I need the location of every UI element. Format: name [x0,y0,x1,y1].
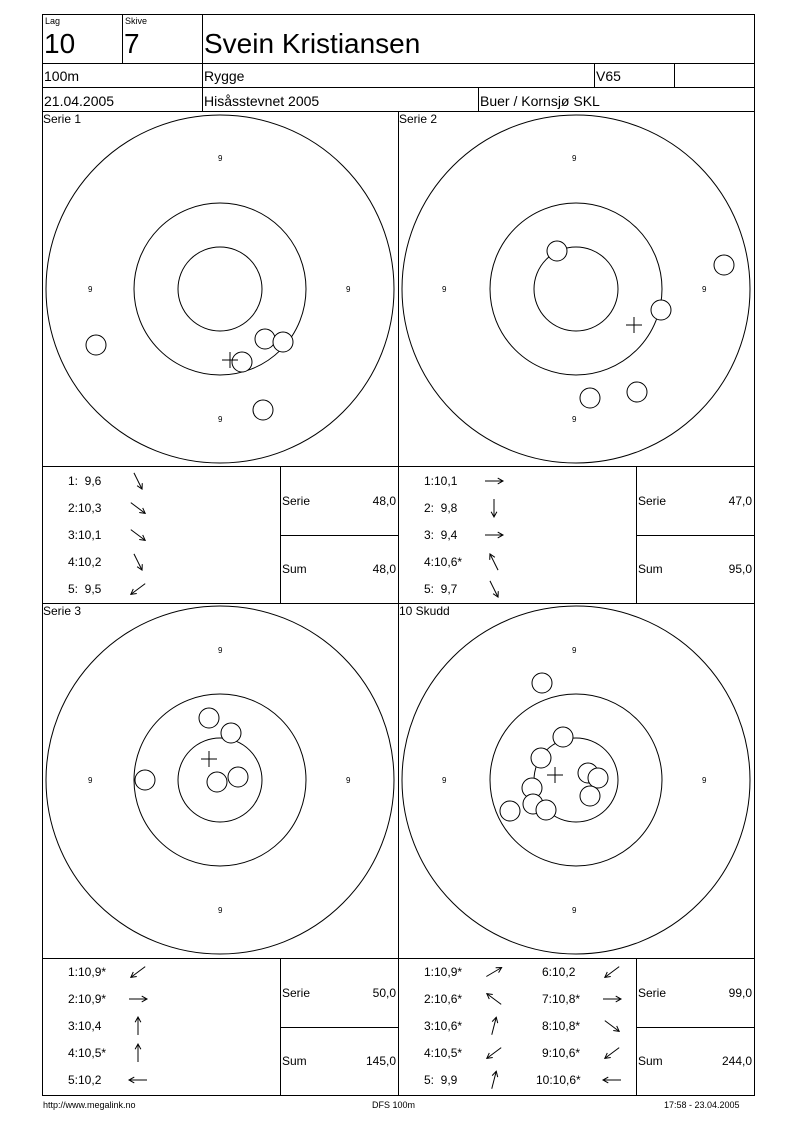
shot-entry: 4:10,6* [424,555,463,569]
shot-entry: 9:10,6* [542,1046,581,1060]
ring-label-right: 9 [702,285,707,294]
arrow-down-right-icon [605,1021,619,1032]
skive-value: 7 [124,28,140,59]
shot-entry: 6:10,2 [542,965,576,979]
arrow-down-right-steep-icon [134,554,142,570]
shot-entry: 5: 9,5 [68,582,102,596]
ring-label-bottom: 9 [572,906,577,915]
footer-timestamp: 17:58 - 23.04.2005 [664,1100,740,1110]
ring-label-left: 9 [88,776,93,785]
date: 21.04.2005 [44,93,115,109]
ring-label-top: 9 [572,646,577,655]
shot-entry: 2:10,6* [424,992,463,1006]
panel-title-serie-2: Serie 2 [399,112,438,126]
sum-label: Sum [638,562,663,576]
panel-title-serie-3: Serie 3 [43,604,82,618]
ring-label-bottom: 9 [572,415,577,424]
arrow-down-icon [491,499,497,517]
arrow-up-left-steep-icon [490,554,498,570]
sum-value: 95,0 [728,562,752,576]
arrow-down-left-icon [487,1048,501,1059]
shot-entry: 2: 9,8 [424,501,458,515]
distance: 100m [44,68,80,84]
ring-label-top: 9 [218,154,223,163]
shooter-name: Svein Kristiansen [204,28,421,59]
shot-entry: 3:10,6* [424,1019,463,1033]
ring-label-right: 9 [346,776,351,785]
sum-value: 244,0 [721,1054,752,1068]
arrow-down-left-icon [131,584,145,595]
arrow-right-icon [485,532,503,538]
shot-entry: 5:10,2 [68,1073,102,1087]
shot-entry: 10:10,6* [536,1073,581,1087]
shot-entry: 1:10,9* [68,965,107,979]
event: Hisåsstevnet 2005 [204,93,320,109]
footer-center: DFS 100m [372,1100,416,1110]
footer-url: http://www.megalink.no [43,1100,136,1110]
sum-label: Sum [282,562,307,576]
arrow-down-right-steep-icon [490,581,498,597]
shot-entry: 1:10,9* [424,965,463,979]
shot-entry: 4:10,5* [68,1046,107,1060]
shot-entry: 3:10,4 [68,1019,102,1033]
ring-label-left: 9 [442,776,447,785]
shot-entry: 2:10,9* [68,992,107,1006]
sum-label: Sum [638,1054,663,1068]
serie-value: 48,0 [372,494,396,508]
sum-value: 48,0 [372,562,396,576]
shot-entry: 2:10,3 [68,501,102,515]
arrow-up-icon [135,1017,141,1035]
ring-label-top: 9 [218,646,223,655]
club: Buer / Kornsjø SKL [480,93,600,109]
ring-label-left: 9 [88,285,93,294]
serie-label: Serie [638,986,667,1000]
arrow-up-steep-icon [492,1017,498,1034]
arrow-up-right-icon [486,968,501,977]
class: V65 [596,68,621,84]
ring-label-right: 9 [346,285,351,294]
arrow-right-icon [603,996,621,1002]
shot-entry: 5: 9,9 [424,1073,458,1087]
arrow-down-left-icon [605,967,619,978]
arrow-down-left-icon [131,967,145,978]
shot-entry: 5: 9,7 [424,582,458,596]
ring-label-top: 9 [572,154,577,163]
arrow-down-left-icon [605,1048,619,1059]
shot-entry: 1:10,1 [424,474,458,488]
arrow-down-right-steep-icon [134,473,142,489]
shot-entry: 4:10,2 [68,555,102,569]
lag-label: Lag [45,16,61,26]
sum-value: 145,0 [365,1054,396,1068]
arrow-down-right-icon [131,530,145,541]
serie-value: 99,0 [728,986,752,1000]
shot-entry: 7:10,8* [542,992,581,1006]
panel-title-serie-1: Serie 1 [43,112,82,126]
ring-label-bottom: 9 [218,906,223,915]
ring-label-bottom: 9 [218,415,223,424]
panel-title-10-skudd: 10 Skudd [399,604,450,618]
ring-label-right: 9 [702,776,707,785]
arrow-left-icon [603,1077,621,1083]
serie-label: Serie [638,494,667,508]
shot-entry: 1: 9,6 [68,474,102,488]
skive-label: Skive [125,16,148,26]
serie-value: 50,0 [372,986,396,1000]
lag-value: 10 [44,28,76,59]
arrow-left-icon [129,1077,147,1083]
shot-entry: 8:10,8* [542,1019,581,1033]
serie-label: Serie [282,986,311,1000]
arrow-up-left-icon [487,994,501,1005]
arrow-right-icon [129,996,147,1002]
arrow-up-icon [135,1044,141,1062]
shot-entry: 4:10,5* [424,1046,463,1060]
arrow-up-steep-icon [492,1071,498,1088]
ring-label-left: 9 [442,285,447,294]
serie-value: 47,0 [728,494,752,508]
place: Rygge [204,68,245,84]
sum-label: Sum [282,1054,307,1068]
shot-entry: 3: 9,4 [424,528,458,542]
arrow-right-icon [485,478,503,484]
arrow-down-right-icon [131,503,145,514]
shot-entry: 3:10,1 [68,528,102,542]
serie-label: Serie [282,494,311,508]
